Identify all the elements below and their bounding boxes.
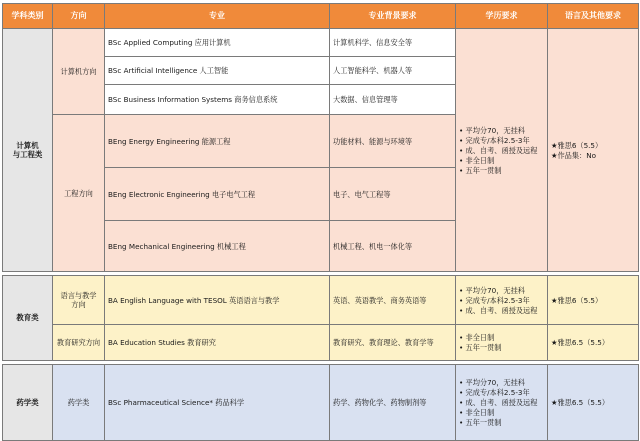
- header-background: 专业背景要求: [330, 4, 456, 29]
- direction-engineering: 工程方向: [53, 115, 105, 272]
- background-cell: 人工智能科学、机器人等: [330, 57, 456, 85]
- header-row: [3, 4, 639, 29]
- header-direction: 方向: [53, 4, 105, 29]
- language-cs: ★雅思6（5.5） ★作品集：No: [548, 29, 639, 272]
- background-cell: 英语、英语教学、商务英语等: [330, 276, 456, 325]
- direction-education-research: 教育研究方向: [53, 325, 105, 361]
- education-edu-top: • 平均分70，无挂科 • 完成专/本科2.5-3年 • 成、自考、函授及远程: [456, 276, 548, 325]
- education-cs: • 平均分70，无挂科 • 完成专/本科2.5-3年 • 成、自考、函授及远程 • 非全日制 • 五年一贯制: [456, 29, 548, 272]
- background-cell: 教育研究、教育理论、教育学等: [330, 325, 456, 361]
- table-row: [3, 276, 639, 325]
- major-cell: BSc Artificial Intelligence 人工智能: [105, 57, 330, 85]
- major-cell: BSc Business Information Systems 商务信息系统: [105, 85, 330, 115]
- background-cell: 计算机科学、信息安全等: [330, 29, 456, 57]
- category-cs: 计算机 与工程类: [3, 29, 53, 272]
- requirements-table: [2, 3, 639, 441]
- table-row: [3, 29, 639, 57]
- background-cell: 电子、电气工程等: [330, 168, 456, 221]
- background-cell: 药学、药物化学、药物制剂等: [330, 365, 456, 441]
- education-edu-bottom: • 非全日制 • 五年一贯制: [456, 325, 548, 361]
- background-cell: 机械工程、机电一体化等: [330, 221, 456, 272]
- education-pharmacy: • 平均分70，无挂科 • 完成专/本科2.5-3年 • 成、自考、函授及远程 • 非全日制 • 五年一贯制: [456, 365, 548, 441]
- language-cell: ★雅思6.5（5.5）: [548, 325, 639, 361]
- direction-language-teaching: 语言与教学 方向: [53, 276, 105, 325]
- major-cell: BEng Mechanical Engineering 机械工程: [105, 221, 330, 272]
- major-cell: BSc Pharmaceutical Science* 药品科学: [105, 365, 330, 441]
- header-major: 专业: [105, 4, 330, 29]
- table-row: [3, 325, 639, 361]
- header-language: 语言及其他要求: [548, 4, 639, 29]
- direction-pharmacy: 药学类: [53, 365, 105, 441]
- major-cell: BA English Language with TESOL 英语语言与教学: [105, 276, 330, 325]
- direction-computer: 计算机方向: [53, 29, 105, 115]
- major-cell: BA Education Studies 教育研究: [105, 325, 330, 361]
- header-category: 学科类别: [3, 4, 53, 29]
- header-education: 学历要求: [456, 4, 548, 29]
- category-education: 教育类: [3, 276, 53, 361]
- background-cell: 功能材料、能源与环境等: [330, 115, 456, 168]
- table-row: [3, 365, 639, 441]
- major-cell: BEng Electronic Engineering 电子电气工程: [105, 168, 330, 221]
- category-pharmacy: 药学类: [3, 365, 53, 441]
- language-cell: ★雅思6.5（5.5）: [548, 365, 639, 441]
- major-cell: BSc Applied Computing 应用计算机: [105, 29, 330, 57]
- background-cell: 大数据、信息管理等: [330, 85, 456, 115]
- language-cell: ★雅思6（5.5）: [548, 276, 639, 325]
- major-cell: BEng Energy Engineering 能源工程: [105, 115, 330, 168]
